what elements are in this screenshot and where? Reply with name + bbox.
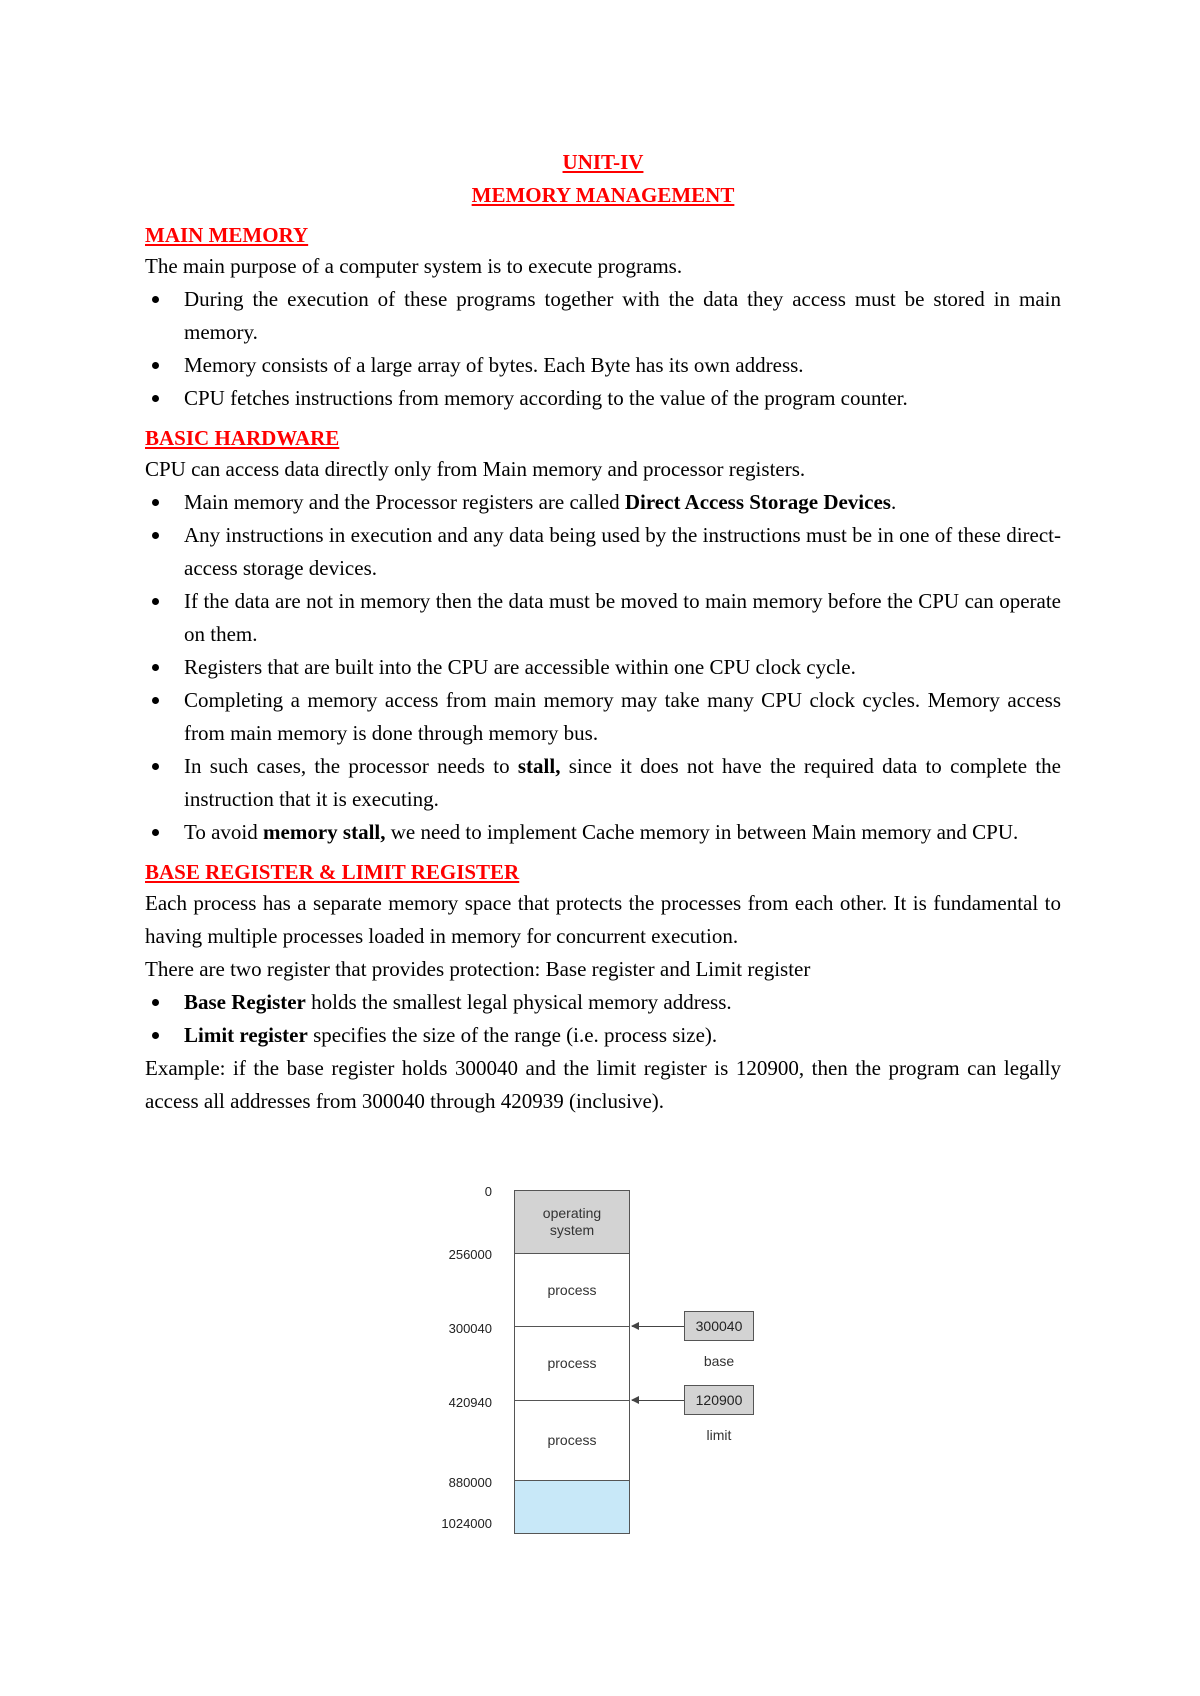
- document-content: [145, 146, 1061, 1118]
- bullet-icon: [152, 763, 159, 770]
- bullet-icon: [152, 697, 159, 704]
- limit-register-box: 120900: [684, 1385, 754, 1415]
- basic-hardware-list: [145, 486, 1061, 849]
- base-limit-list: [145, 986, 1061, 1052]
- base-limit-para2: There are two register that provides protection: Base register and Limit register: [145, 957, 811, 981]
- base-limit-example: Example: if the base register holds 300040 and the limit register is 120900, then the program can legally access all addresses from 300040 through 420939 (inclusive).: [145, 1056, 1061, 1113]
- list-item: Completing a memory access from main memory may take many CPU clock cycles. Memory access from main memory is done through memory bus.: [145, 684, 1061, 750]
- base-arrow-icon: [632, 1326, 684, 1327]
- bullet-icon: [152, 598, 159, 605]
- limit-register-label: limit: [706, 1427, 732, 1443]
- bullet-icon: [152, 362, 159, 369]
- memory-diagram: [430, 1180, 770, 1540]
- limit-arrow-icon: [632, 1400, 684, 1401]
- bullet-icon: [152, 395, 159, 402]
- bullet-icon: [152, 532, 159, 539]
- address-label: 256000: [448, 1247, 492, 1262]
- address-label: 0: [484, 1184, 492, 1199]
- list-item: Any instructions in execution and any data being used by the instructions must be in one of these direct-access storage devices.: [145, 519, 1061, 585]
- list-item: Main memory and the Processor registers are called Direct Access Storage Devices.: [145, 486, 1061, 519]
- free-memory-block: [514, 1480, 630, 1534]
- list-item: Base Register holds the smallest legal physical memory address.: [145, 986, 1061, 1019]
- list-item: To avoid memory stall, we need to implement Cache memory in between Main memory and CPU.: [145, 816, 1061, 849]
- address-label: 300040: [448, 1321, 492, 1336]
- heading-basic-hardware: BASIC HARDWARE: [145, 426, 340, 450]
- page-title: MEMORY MANAGEMENT: [471, 183, 735, 207]
- process-block: process: [514, 1253, 630, 1327]
- list-item: In such cases, the processor needs to stall, since it does not have the required data to complete the instruction that it is executing.: [145, 750, 1061, 816]
- unit-title: UNIT-IV: [562, 150, 644, 174]
- bullet-icon: [152, 499, 159, 506]
- bullet-icon: [152, 829, 159, 836]
- main-memory-list: [145, 283, 1061, 415]
- base-register-label: base: [703, 1353, 735, 1369]
- address-label: 420940: [448, 1395, 492, 1410]
- heading-base-limit-register: BASE REGISTER & LIMIT REGISTER: [145, 860, 520, 884]
- address-label: 1024000: [441, 1516, 492, 1531]
- bullet-icon: [152, 999, 159, 1006]
- list-item: During the execution of these programs together with the data they access must be stored in main memory.: [145, 283, 1061, 349]
- bullet-icon: [152, 664, 159, 671]
- os-block: operating system: [514, 1190, 630, 1254]
- list-item: CPU fetches instructions from memory according to the value of the program counter.: [145, 382, 1061, 415]
- list-item: Registers that are built into the CPU are accessible within one CPU clock cycle.: [145, 651, 1061, 684]
- address-label: 880000: [448, 1475, 492, 1490]
- base-limit-para1: Each process has a separate memory space that protects the processes from each other. It is fundamental to having multiple processes loaded in memory for concurrent execution.: [145, 891, 1061, 948]
- list-item: Memory consists of a large array of bytes. Each Byte has its own address.: [145, 349, 1061, 382]
- list-item: If the data are not in memory then the data must be moved to main memory before the CPU can operate on them.: [145, 585, 1061, 651]
- process-block: process: [514, 1326, 630, 1401]
- bullet-icon: [152, 296, 159, 303]
- basic-hardware-intro: CPU can access data directly only from Main memory and processor registers.: [145, 457, 806, 481]
- base-register-box: 300040: [684, 1311, 754, 1341]
- main-memory-intro: The main purpose of a computer system is to execute programs.: [145, 254, 683, 278]
- heading-main-memory: MAIN MEMORY: [145, 223, 309, 247]
- process-block: process: [514, 1400, 630, 1481]
- list-item: Limit register specifies the size of the range (i.e. process size).: [145, 1019, 1061, 1052]
- bullet-icon: [152, 1032, 159, 1039]
